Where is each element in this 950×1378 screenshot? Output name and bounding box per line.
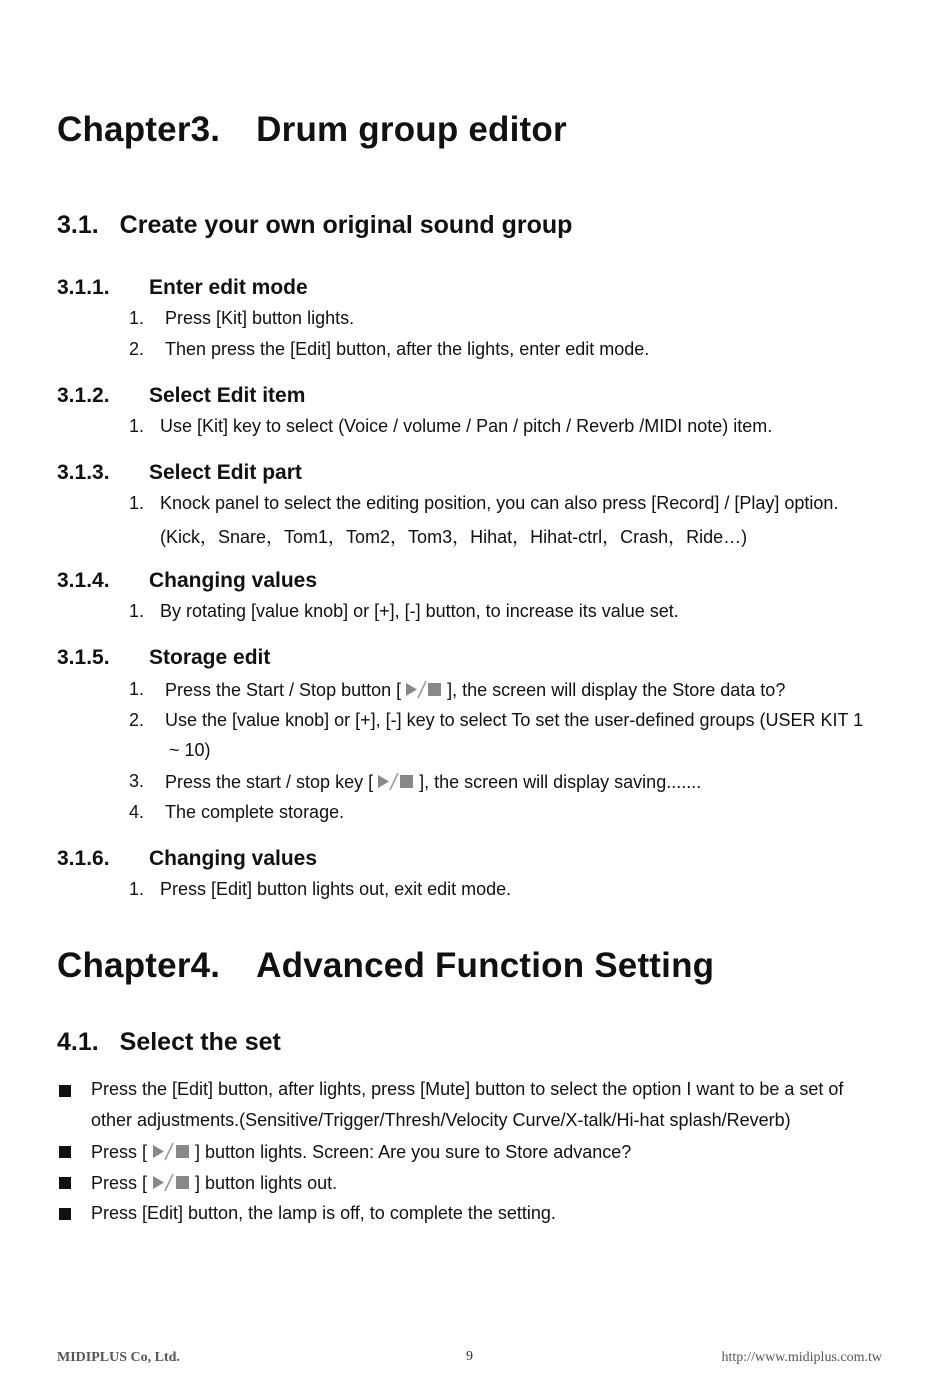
subsection-3-1-3-number: 3.1.3. bbox=[57, 461, 110, 484]
section-4-1-heading bbox=[57, 1028, 281, 1057]
subsection-3-1-4-title: Changing values bbox=[149, 569, 318, 592]
chapter3-number: Chapter3. bbox=[57, 110, 221, 149]
list-number: 1. bbox=[129, 308, 145, 328]
list-item: By rotating [value knob] or [+], [-] button, to increase its value set. bbox=[160, 601, 679, 621]
section-3-1-heading bbox=[57, 211, 572, 240]
list-item-text-post: ], the screen will display saving....... bbox=[419, 772, 702, 792]
subsection-3-1-4-number: 3.1.4. bbox=[57, 569, 110, 592]
subsection-3-1-2-title: Select Edit item bbox=[149, 384, 306, 407]
chapter3-title: Drum group editor bbox=[256, 110, 567, 149]
subsection-3-1-2-number: 3.1.2. bbox=[57, 384, 110, 407]
subsection-3-1-6-number: 3.1.6. bbox=[57, 847, 110, 870]
list-item-text-pre: Press the Start / Stop button [ bbox=[165, 680, 402, 700]
list-item: Press [Edit] button lights out, exit edit mode. bbox=[160, 879, 512, 899]
list-number: 3. bbox=[129, 771, 145, 791]
list-item-text-pre: Press the start / stop key [ bbox=[165, 772, 374, 792]
list-item: Press [Kit] button lights. bbox=[165, 308, 355, 328]
bullet-text-post: ] button lights out. bbox=[195, 1173, 338, 1193]
bullet-item bbox=[91, 1141, 631, 1163]
play-stop-icon bbox=[375, 771, 417, 791]
bullet-text-pre: Press [ bbox=[91, 1173, 148, 1193]
bullet-marker bbox=[59, 1177, 71, 1189]
list-number: 1. bbox=[129, 679, 145, 699]
subsection-3-1-3-title: Select Edit part bbox=[149, 461, 302, 484]
list-item: Use the [value knob] or [+], [-] key to select To set the user-defined groups (USER KIT 1 bbox=[165, 710, 864, 730]
footer-page-number: 9 bbox=[466, 1349, 473, 1364]
list-item-continuation: ~ 10) bbox=[169, 740, 211, 760]
subsection-3-1-6-title: Changing values bbox=[149, 847, 318, 870]
bullet-marker bbox=[59, 1146, 71, 1158]
list-item bbox=[165, 771, 701, 793]
chapter3-heading bbox=[57, 110, 567, 150]
play-stop-icon bbox=[403, 679, 445, 699]
list-number: 1. bbox=[129, 416, 145, 436]
list-number: 1. bbox=[129, 601, 145, 621]
chapter4-heading bbox=[57, 946, 714, 986]
bullet-item: Press [Edit] button, the lamp is off, to complete the setting. bbox=[91, 1203, 556, 1223]
bullet-text-pre: Press [ bbox=[91, 1142, 148, 1162]
bullet-item-continuation: other adjustments.(Sensitive/Trigger/Thresh/Velocity Curve/X-talk/Hi-hat splash/Reverb) bbox=[91, 1110, 791, 1130]
list-item: Knock panel to select the editing position, you can also press [Record] / [Play] option. bbox=[160, 493, 839, 513]
chapter4-title: Advanced Function Setting bbox=[256, 946, 715, 985]
subsection-3-1-1-number: 3.1.1. bbox=[57, 276, 110, 299]
list-item: The complete storage. bbox=[165, 802, 345, 822]
play-stop-icon bbox=[149, 1141, 193, 1161]
subsection-3-1-5-number: 3.1.5. bbox=[57, 646, 110, 669]
list-number: 1. bbox=[129, 493, 145, 513]
list-item-continuation: (Kick，Snare，Tom1，Tom2，Tom3，Hihat，Hihat-ctrl，Crash，Ride…) bbox=[160, 527, 748, 547]
bullet-item bbox=[91, 1172, 337, 1194]
bullet-marker bbox=[59, 1085, 71, 1097]
subsection-3-1-1-title: Enter edit mode bbox=[149, 276, 308, 299]
list-number: 1. bbox=[129, 879, 145, 899]
section-title: Create your own original sound group bbox=[119, 211, 573, 239]
bullet-item: Press the [Edit] button, after lights, press [Mute] button to select the option I want to be a set of bbox=[91, 1079, 844, 1099]
list-item: Then press the [Edit] button, after the lights, enter edit mode. bbox=[165, 339, 650, 359]
play-stop-icon bbox=[149, 1172, 193, 1192]
list-number: 2. bbox=[129, 710, 145, 730]
section-title: Select the set bbox=[119, 1028, 281, 1056]
chapter4-number: Chapter4. bbox=[57, 946, 221, 985]
bullet-marker bbox=[59, 1208, 71, 1220]
subsection-3-1-5-title: Storage edit bbox=[149, 646, 271, 669]
list-number: 4. bbox=[129, 802, 145, 822]
list-item-text-post: ], the screen will display the Store data to? bbox=[447, 680, 786, 700]
footer-url[interactable]: http://www.midiplus.com.tw bbox=[721, 1350, 882, 1365]
list-item: Use [Kit] key to select (Voice / volume / Pan / pitch / Reverb /MIDI note) item. bbox=[160, 416, 773, 436]
footer-company: MIDIPLUS Co, Ltd. bbox=[57, 1350, 180, 1365]
list-number: 2. bbox=[129, 339, 145, 359]
bullet-text-post: ] button lights. Screen: Are you sure to Store advance? bbox=[195, 1142, 632, 1162]
section-number: 3.1. bbox=[57, 211, 99, 239]
list-item bbox=[165, 679, 785, 701]
section-number: 4.1. bbox=[57, 1028, 99, 1056]
